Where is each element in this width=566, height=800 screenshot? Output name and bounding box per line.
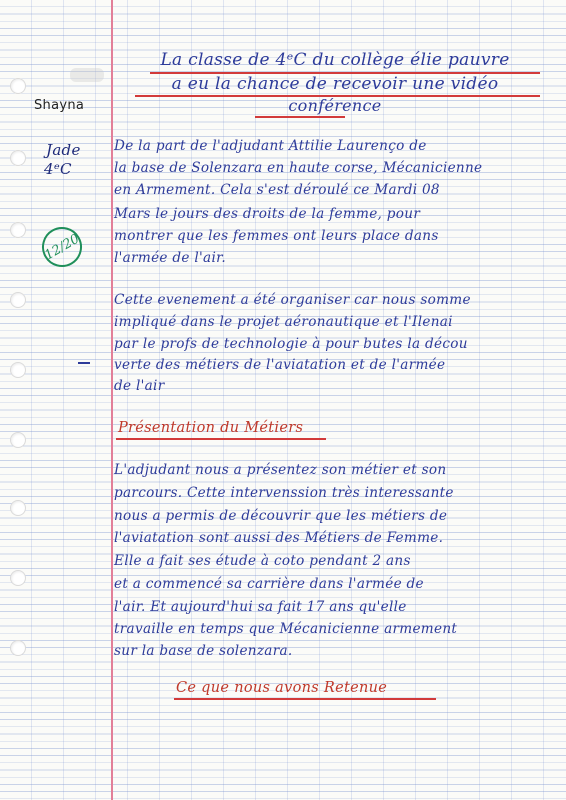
paragraph-2-line: Cette evenement a été organiser car nous somme — [114, 292, 471, 308]
title-line-1: La classe de 4ᵉC du collège élie pauvre — [160, 50, 510, 70]
paragraph-1-line: en Armement. Cela s'est déroulé ce Mardi 08 — [114, 182, 440, 198]
paragraph-3-line: parcours. Cette intervenssion très interessante — [114, 485, 454, 501]
dash-mark — [78, 362, 90, 364]
punch-hole — [10, 292, 26, 308]
punch-hole — [10, 500, 26, 516]
paragraph-3-line: l'aviatation sont aussi des Métiers de Femme. — [114, 530, 444, 546]
paragraph-2-line: impliqué dans le projet aéronautique et l'Ilenai — [114, 314, 453, 330]
class-label: 4ᵉC — [44, 160, 72, 178]
punch-hole — [10, 432, 26, 448]
grade-circle — [35, 220, 90, 275]
grade-value: 12/20 — [42, 231, 82, 263]
punch-hole — [10, 222, 26, 238]
title-underline — [255, 116, 345, 118]
paragraph-2-line: verte des métiers de l'aviatation et de l'armée — [114, 357, 446, 373]
paragraph-3-line: sur la base de solenzara. — [114, 643, 293, 659]
paragraph-3-line: L'adjudant nous a présentez son métier et son — [114, 462, 447, 478]
section-underline — [174, 698, 436, 700]
section-heading-retenue: Ce que nous avons Retenue — [176, 680, 388, 696]
punch-hole — [10, 78, 26, 94]
title-line-2: a eu la chance de recevoir une vidéo — [171, 74, 499, 94]
section-heading-presentation: Présentation du Métiers — [118, 420, 304, 436]
section-underline — [116, 438, 326, 440]
paragraph-2-line: de l'air — [114, 378, 165, 394]
eraser-smudge — [70, 68, 104, 82]
margin-line — [111, 0, 113, 800]
title-line-3: conférence — [288, 96, 382, 115]
paragraph-3-line: nous a permis de découvrir que les métiers de — [114, 508, 448, 524]
paragraph-1-line: De la part de l'adjudant Attilie Laurenço de — [114, 138, 427, 154]
punch-hole — [10, 640, 26, 656]
paragraph-3-line: l'air. Et aujourd'hui sa fait 17 ans qu'elle — [114, 599, 407, 615]
paragraph-1-line: montrer que les femmes ont leurs place dans — [114, 228, 439, 244]
paragraph-1-line: la base de Solenzara en haute corse, Mécanicienne — [114, 160, 483, 176]
paragraph-3-line: et a commencé sa carrière dans l'armée de — [114, 576, 424, 592]
paragraph-1-line: l'armée de l'air. — [114, 250, 227, 266]
paragraph-2-line: par le profs de technologie à pour butes la décou — [114, 336, 468, 352]
punch-hole — [10, 150, 26, 166]
punch-hole — [10, 362, 26, 378]
paragraph-1-line: Mars le jours des droits de la femme, pour — [114, 206, 421, 222]
paragraph-3-line: Elle a fait ses étude à coto pendant 2 ans — [114, 553, 411, 569]
second-student-name: Jade — [46, 141, 81, 159]
paragraph-3-line: travaille en temps que Mécanicienne armement — [114, 621, 458, 637]
student-name: Shayna — [34, 98, 85, 113]
punch-hole — [10, 570, 26, 586]
